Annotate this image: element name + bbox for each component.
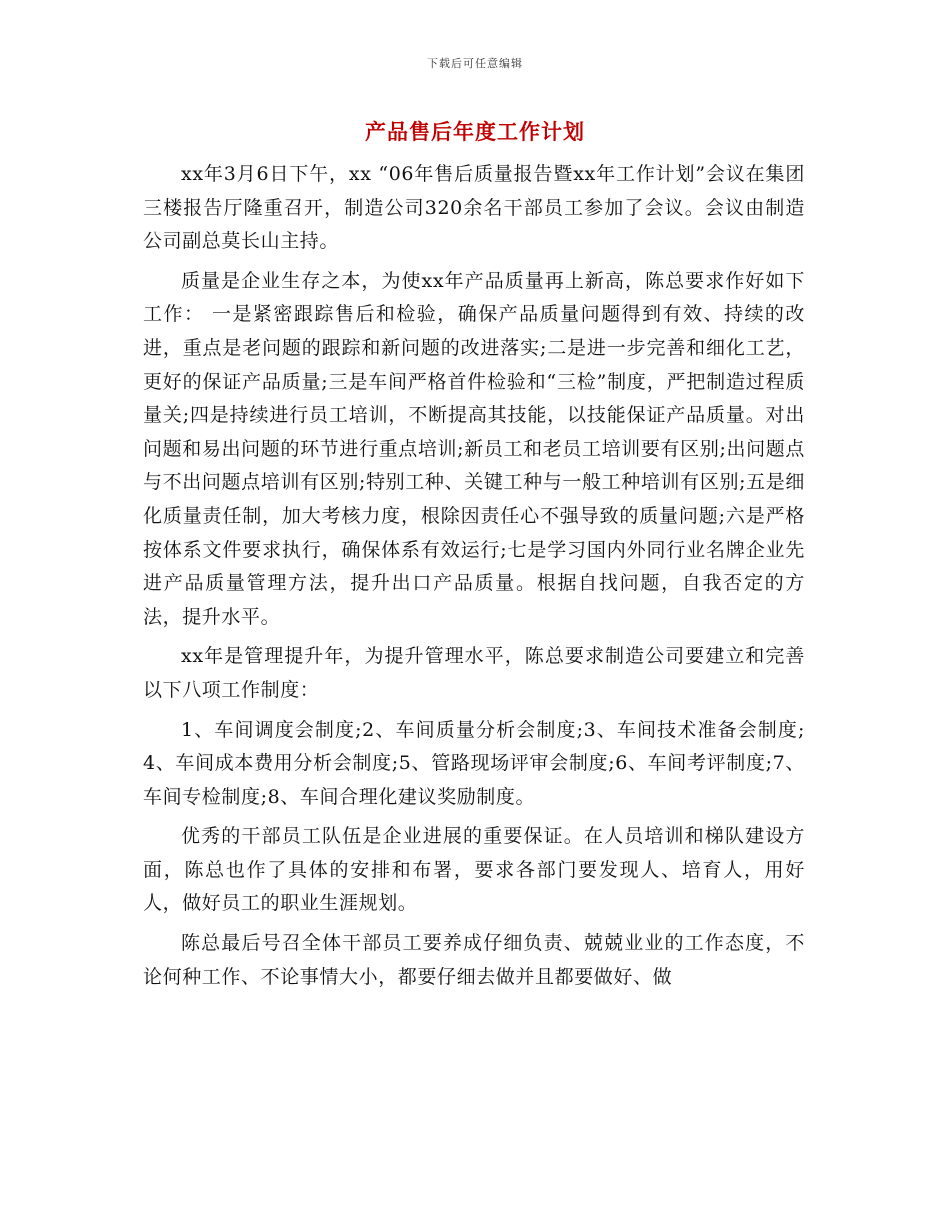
paragraph: xx年3月6日下午，xx “06年售后质量报告暨xx年工作计划”会议在集团三楼报告厅隆重召开，制造公司320余名干部员工参加了会议。会议由制造公司副总莫长山主持。: [143, 163, 805, 253]
paragraph: 优秀的干部员工队伍是企业进展的重要保证。在人员培训和梯队建设方面，陈总也作了具体的安排和布署，要求各部门要发现人、培育人，用好人，做好员工的职业生涯规划。: [143, 825, 805, 915]
document-body: [143, 158, 805, 1000]
paragraph: 1、车间调度会制度;2、车间质量分析会制度;3、车间技术准备会制度;4、车间成本费用分析会制度;5、管路现场评审会制度;6、车间考评制度;7、车间专检制度;8、车间合理化建议奖励制度。: [143, 718, 805, 808]
paragraph: 质量是企业生存之本，为使xx年产品质量再上新高，陈总要求作好如下工作： 一是紧密跟踪售后和检验，确保产品质量问题得到有效、持续的改进，重点是老问题的跟踪和新问题的改进落实;二是进一步完善和细化工艺，更好的保证产品质量;三是车间严格首件检验和“三检”制度，严把制造过程质量关;四是持续进行员工培训，不断提高其技能，以技能保证产品质量。对出问题和易出问题的环节进行重点培训;新员工和老员工培训要有区别;出问题点与不出问题点培训有区别;特别工种、关键工种与一般工种培训有区别;五是细化质量责任制，加大考核力度，根除因责任心不强导致的质量问题;六是严格按体系文件要求执行，确保体系有效运行;七是学习国内外同行业名牌企业先进产品质量管理方法，提升出口产品质量。根据自找问题，自我否定的方法，提升水平。: [143, 269, 805, 628]
paragraph: 陈总最后号召全体干部员工要养成仔细负责、兢兢业业的工作态度，不论何种工作、不论事情大小，都要仔细去做并且都要做好、做: [143, 932, 805, 988]
document-title: 产品售后年度工作计划: [365, 119, 585, 144]
paragraph: xx年是管理提升年，为提升管理水平，陈总要求制造公司要建立和完善以下八项工作制度：: [143, 645, 805, 701]
header-note: 下载后可任意编辑: [427, 57, 523, 70]
